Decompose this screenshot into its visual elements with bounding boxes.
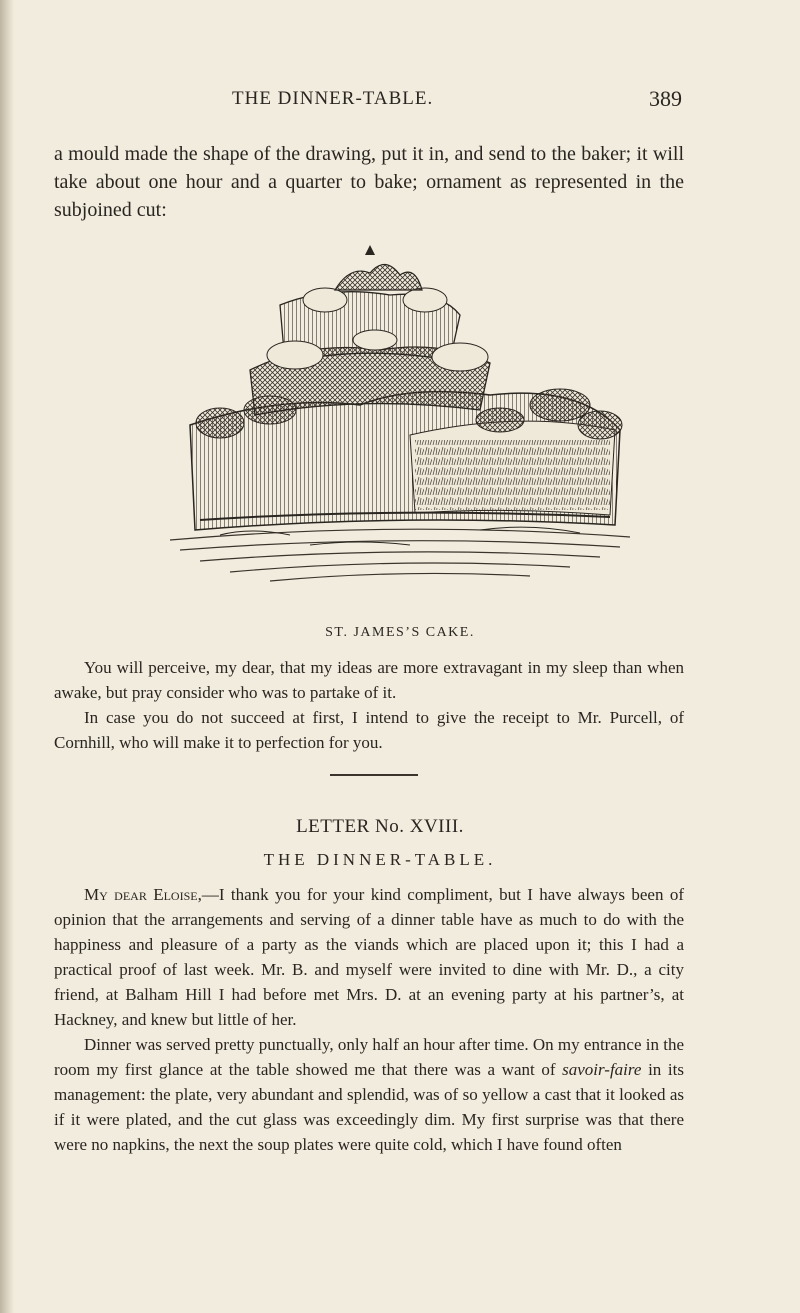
letter-paragraph-text: —I thank you for your kind compliment, but I have always been of opinion that the arrangements and serving of a dinner table have as much to do with the happiness and pleasure of a party as the viands which are placed upon it; this I had a practical proof of last week. Mr. B. and myself were invited to dine with Mr. D., a city friend, at Balham Hill I had before met Mrs. D. at an evening party at his partner’s, at Hackney, and knew but little of her. [54,885,685,1029]
section-title: THE DINNER-TABLE. [263,850,497,869]
letter-heading: LETTER No. XVIII. [296,816,464,837]
page-header [232,88,682,118]
cake-engraving [160,245,640,610]
intro-paragraph: a mould made the shape of the drawing, put it in, and send to the baker; it will take about one hour and a quarter to bake; ornament as represented in the subjoined cut: [54,143,684,221]
letter-paragraph [54,1032,684,1157]
cake-illustration [160,245,640,610]
salutation: My dear Eloise, [84,885,202,904]
page-binding-edge [0,0,14,1313]
platter-lines [170,529,630,581]
section-divider [330,774,418,776]
italic-phrase: savoir-faire [562,1060,642,1079]
figure-caption: ST. JAMES’S CAKE. [325,625,475,640]
body-paragraph: In case you do not succeed at first, I intend to give the receipt to Mr. Purcell, of Cornhill, who will make it to perfection for you. [54,708,684,752]
letter-paragraph-text: in its management: the plate, very abundant and splendid, was of so yellow a cast that it looked as if it were plated, and the cut glass was exceedingly dim. My first surprise was that there were no napkins, the next the soup plates were quite cold, which I have found often [54,1060,684,1154]
page-number: 389 [649,86,682,111]
body-paragraph: You will perceive, my dear, that my ideas are more extravagant in my sleep than when awake, but pray consider who was to partake of it. [54,658,684,702]
letter-paragraph [54,882,684,1032]
letter-paragraph-text: Dinner was served pretty punctually, only half an hour after time. On my entrance in the room my first glance at the table showed me that there was a want of [54,1035,684,1079]
running-head: THE DINNER-TABLE. [232,88,434,109]
